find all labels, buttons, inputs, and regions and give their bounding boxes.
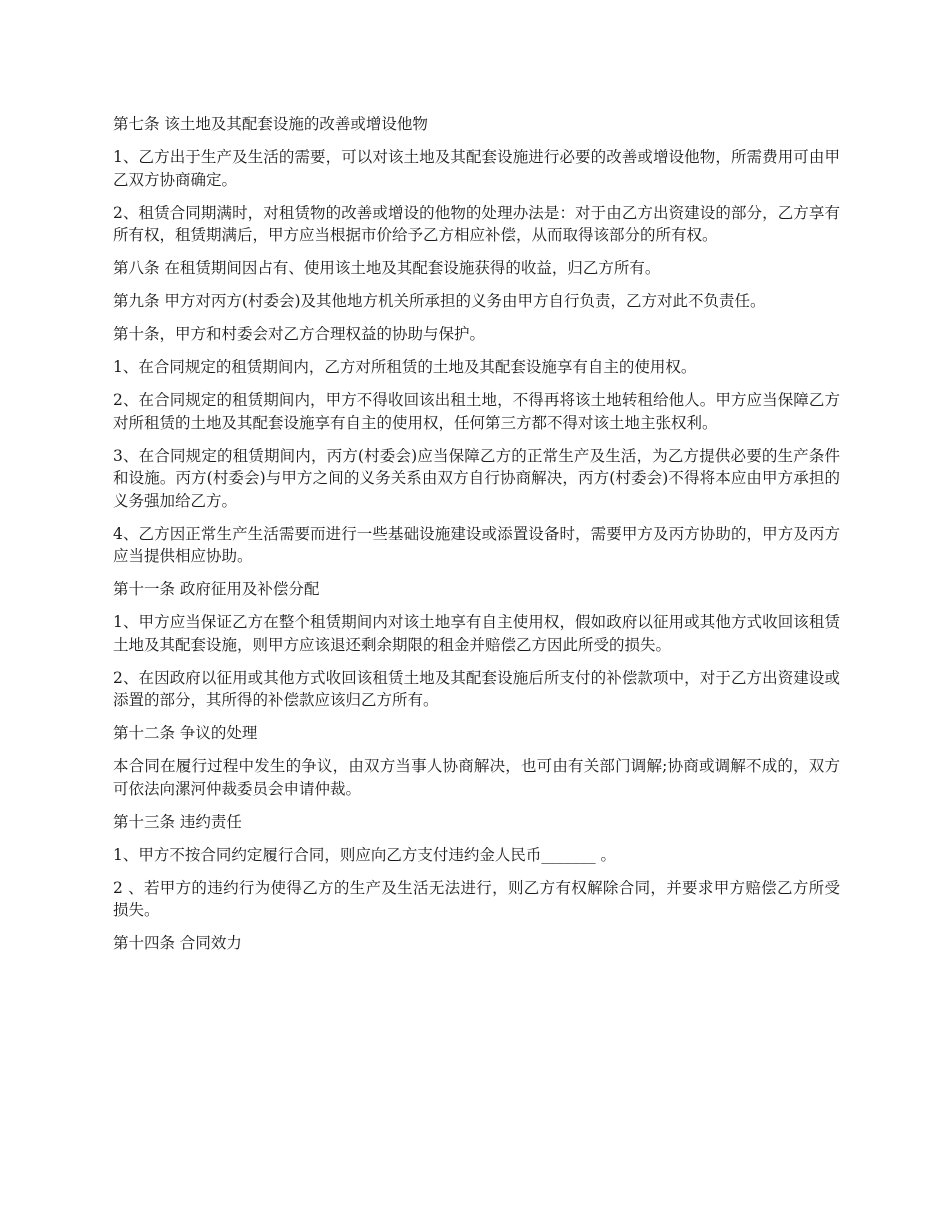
article-13-clause-1: 1、甲方不按合同约定履行合同，则应向乙方支付违约金人民币_______ 。 [113,845,617,864]
document-page [113,113,840,965]
article-9: 第九条 甲方对丙方(村委会)及其他地方机关所承担的义务由甲方自行负责，乙方对此不负责任。 [113,292,766,310]
article-7-heading: 第七条 该土地及其配套设施的改善或增设他物 [113,115,428,133]
article-7-clause-2: 2、租赁合同期满时，对租赁物的改善或增设的他物的处理办法是：对于由乙方出资建设的部分，乙方享有所有权，租赁期满后，甲方应当根据市价给予乙方相应补偿，从而取得该部分的所有权。 [113,203,840,244]
article-10-heading: 第十条，甲方和村委会对乙方合理权益的协助与保护。 [113,325,486,343]
article-11-clause-2: 2、在因政府以征用或其他方式收回该租赁土地及其配套设施后所支付的补偿款项中，对于乙方出资建设或添置的部分，其所得的补偿款应该归乙方所有。 [113,668,840,709]
article-8: 第八条 在租赁期间因占有、使用该土地及其配套设施获得的收益，归乙方所有。 [113,259,661,277]
article-7-clause-1: 1、乙方出于生产及生活的需要，可以对该土地及其配套设施进行必要的改善或增设他物，所需费用可由甲乙双方协商确定。 [113,148,840,189]
article-12-heading: 第十二条 争议的处理 [113,724,258,742]
article-12-body: 本合同在履行过程中发生的争议，由双方当事人协商解决，也可由有关部门调解;协商或调解不成的，双方可依法向漯河仲裁委员会申请仲裁。 [113,757,840,798]
article-10-clause-1: 1、在合同规定的租赁期间内，乙方对所租赁的土地及其配套设施享有自主的使用权。 [113,358,697,376]
article-13-clause-2: 2 、若甲方的违约行为使得乙方的生产及生活无法进行，则乙方有权解除合同，并要求甲方赔偿乙方所受损失。 [113,878,840,919]
article-10-clause-3: 3、在合同规定的租赁期间内，丙方(村委会)应当保障乙方的正常生产及生活，为乙方提供必要的生产条件和设施。丙方(村委会)与甲方之间的义务关系由双方自行协商解决，丙方(村委会)不得将本应由甲方承担的义务强加给乙方。 [113,446,840,510]
article-10-clause-2: 2、在合同规定的租赁期间内，甲方不得收回该出租土地，不得再将该土地转租给他人。甲方应当保障乙方对所租赁的土地及其配套设施享有自主的使用权，任何第三方都不得对该土地主张权利。 [113,391,840,432]
article-11-clause-1: 1、甲方应当保证乙方在整个租赁期间内对该土地享有自主使用权，假如政府以征用或其他方式收回该租赁土地及其配套设施，则甲方应该退还剩余期限的租金并赔偿乙方因此所受的损失。 [113,613,840,654]
article-10-clause-4: 4、乙方因正常生产生活需要而进行一些基础设施建设或添置设备时，需要甲方及丙方协助的，甲方及丙方应当提供相应协助。 [113,524,840,565]
article-13-heading: 第十三条 违约责任 [113,812,242,831]
article-14-heading: 第十四条 合同效力 [113,934,242,952]
article-11-heading: 第十一条 政府征用及补偿分配 [113,580,320,598]
